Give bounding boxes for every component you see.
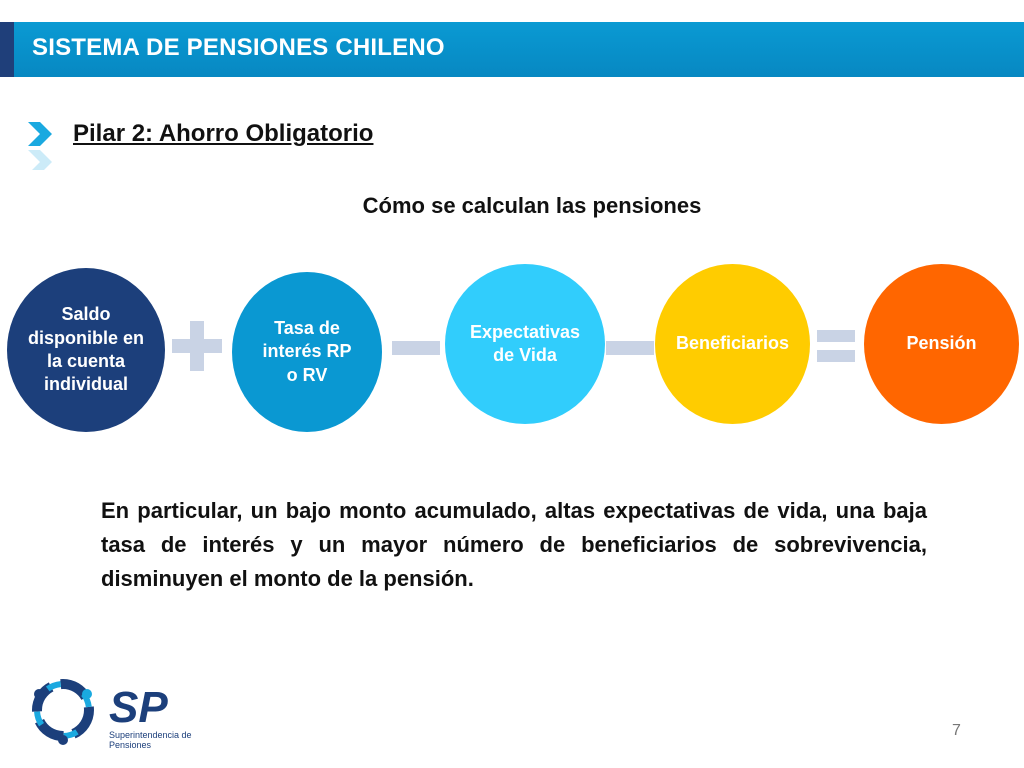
minus-operator-icon [392, 341, 440, 355]
circle-saldo [7, 268, 165, 432]
equals-operator-icon [817, 330, 855, 342]
plus-operator-icon-vertical [190, 321, 204, 371]
circle-pension [864, 264, 1019, 424]
circle-saldo-label: Saldo disponible en la cuenta individual [27, 304, 144, 395]
circle-tasa-label: Tasa de interés RP o RV [262, 317, 352, 385]
section-title: Pilar 2: Ahorro Obligatorio [73, 120, 374, 147]
header-bar [0, 22, 1024, 77]
page-number: 7 [952, 722, 961, 739]
header-accent [0, 22, 14, 77]
circle-pension-label: Pensión [906, 333, 977, 354]
section-subtitle: Cómo se calculan las pensiones [362, 193, 702, 218]
equals-operator-icon-lower [817, 350, 855, 362]
circle-beneficiarios [655, 264, 810, 424]
logo-caption-line2: Pensiones [109, 740, 152, 750]
minus-operator-icon [606, 341, 654, 355]
hands-logo-icon [34, 684, 92, 745]
logo-caption-line1: Superintendencia de [109, 730, 192, 740]
circle-tasa-interes [232, 272, 382, 432]
slide-header-title: SISTEMA DE PENSIONES CHILENO [32, 34, 445, 61]
circle-expectativas-label: Expectativas de Vida [469, 321, 581, 365]
sp-logo [25, 672, 210, 754]
logo-acronym: SP [109, 683, 168, 732]
chevron-bullet-icon [26, 120, 56, 170]
explanation-paragraph: En particular, un bajo monto acumulado, altas expectativas de vida, una baja tasa de interés y un mayor número de beneficiarios de sobrevivencia, disminuyen el monto de la pensión. [101, 498, 927, 591]
circle-expectativas [445, 264, 605, 424]
circle-beneficiarios-label: Beneficiarios [675, 333, 790, 354]
